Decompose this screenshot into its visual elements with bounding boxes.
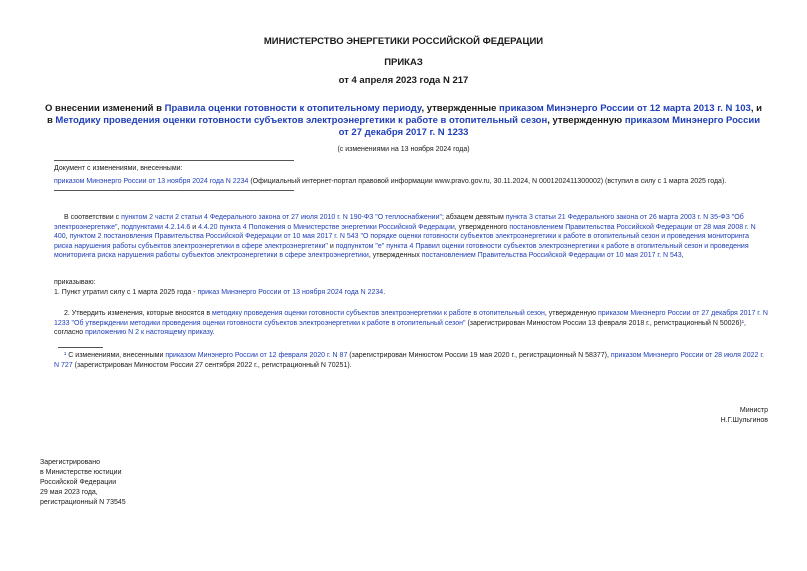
divider xyxy=(54,160,294,161)
text: , согласно xyxy=(54,319,746,336)
footnote xyxy=(54,351,768,370)
link-decree-543-point2[interactable]: пунктом 2 постановления Правительства Российской Федерации от 10 мая 2017 г. N 543 "О порядке оценки готовности субъектов электроэнергетики к работе в отопительный сезон и проведения мониторинга риска нарушения работы субъектов электроэнергетики в сфере электроэнергетики" xyxy=(54,233,749,250)
link-order-103[interactable]: приказом Минэнерго России от 12 марта 2013 г. N 103 xyxy=(499,103,751,114)
registration-line: в Министерстве юстиции xyxy=(40,469,122,476)
title-text: , утвержденные xyxy=(421,103,500,114)
link-order-2234[interactable]: приказом Минэнерго России от 13 ноября 2024 года N 2234 xyxy=(54,178,249,185)
text: . xyxy=(383,289,386,296)
text: , xyxy=(681,252,684,259)
text: , xyxy=(65,233,70,240)
text: , утвержденных xyxy=(368,252,422,259)
registration-line: Российской Федерации xyxy=(40,479,117,486)
link-subpoint-4-2-14-6[interactable]: подпунктами 4.2.14.6 xyxy=(121,223,191,231)
title-text: , и в xyxy=(46,103,762,126)
amending-docs-entry xyxy=(54,177,774,187)
text: (зарегистрирован Минюстом России 13 февраля 2018 г., регистрационный N 50026) xyxy=(465,319,742,327)
text: 1. Пункт утратил силу с 1 марта 2025 года - xyxy=(54,289,198,296)
text: и xyxy=(190,223,199,231)
link-order-1233[interactable]: приказом Минэнерго России от 27 декабря 2017 г. N 1233 xyxy=(338,115,761,138)
footnote-ref[interactable]: ¹ xyxy=(741,319,745,327)
link-decree-400[interactable]: постановлением Правительства Российской Федерации от 28 мая 2008 г. N 400 xyxy=(54,223,756,240)
document-type: ПРИКАЗ xyxy=(384,57,423,68)
signatory-name: Н.Г.Шульгинов xyxy=(720,417,768,424)
link-appendix-2[interactable]: приложению N 2 к настоящему приказу xyxy=(85,329,213,336)
link-methodology[interactable]: методику проведения оценки готовности субъектов электроэнергетики к работе в отопительный сезон xyxy=(212,310,545,317)
amending-docs-caption: Документ с изменениями, внесенными: xyxy=(54,165,183,172)
changes-note: (с изменениями на 13 ноября 2024 года) xyxy=(337,146,470,153)
link-order-727[interactable]: приказом Минэнерго России от 28 июля 2022 г. N 727 xyxy=(54,352,764,369)
link-regulation-ministry[interactable]: 4.4.20 пункта 4 Положения о Министерстве энергетики Российской Федерации xyxy=(198,223,455,231)
link-rules-subpoint-e[interactable]: подпунктом "е" пункта 4 Правил оценки готовности субъектов электроэнергетики к работе в отопительный сезон и проведения мониторинга риска нарушения работы субъектов электроэнергетики в сфере электроэнергетики xyxy=(54,242,749,259)
point-1 xyxy=(54,288,768,298)
footnote-marker[interactable]: ¹ xyxy=(64,352,67,359)
link-law-190fz[interactable]: пунктом 2 части 2 статьи 4 Федерального закона от 27 июля 2010 г. N 190-ФЗ "О теплоснабжении" xyxy=(121,214,442,221)
text: С изменениями, внесенными xyxy=(66,352,166,359)
order-word: приказываю: xyxy=(54,279,96,286)
footnote-divider xyxy=(58,347,103,348)
link-order-1233[interactable]: приказом Минэнерго России от 27 декабря 2017 г. N 1233 "Об утверждении методики проведения оценки готовности субъектов электроэнергетики к работе в отопительный сезон" xyxy=(54,310,768,327)
text: 2. Утвердить изменения, которые вносятся в xyxy=(64,310,212,317)
preamble-paragraph xyxy=(54,213,768,261)
signatory-position: Министр xyxy=(739,407,768,414)
registration-line: Зарегистрировано xyxy=(40,459,100,466)
divider xyxy=(54,190,294,191)
registration-date: 29 мая 2023 года, xyxy=(40,489,98,496)
text: В соответствии с xyxy=(64,214,122,221)
title-text: О внесении изменений в xyxy=(45,103,165,114)
text: и xyxy=(327,242,336,250)
text: (зарегистрирован Минюстом России 27 сентября 2022 г., регистрационный N 70251). xyxy=(72,361,352,369)
text: ; абзацем девятым xyxy=(442,214,506,221)
link-decree-543[interactable]: постановлением Правительства Российской Федерации от 10 мая 2017 г. N 543 xyxy=(421,252,682,259)
amending-docs-source: (Официальный интернет-портал правовой информации www.pravo.gov.ru, 30.11.2024, N 0001202411300002) (вступил в силу с 1 марта 2025 года). xyxy=(248,178,727,185)
text: (зарегистрирован Минюстом России 19 мая 2020 г., регистрационный N 58377), xyxy=(347,352,611,359)
document-date-number: от 4 апреля 2023 года N 217 xyxy=(338,75,469,86)
point-2 xyxy=(54,309,768,338)
text: , xyxy=(117,223,122,231)
link-law-35fz[interactable]: пункта 3 статьи 21 Федерального закона от 26 марта 2003 г. N 35-ФЗ "Об электроэнергетике" xyxy=(54,214,744,231)
text: , утвержденного xyxy=(454,223,510,231)
link-order-87[interactable]: приказом Минэнерго России от 12 февраля 2020 г. N 87 xyxy=(165,352,348,359)
link-heating-rules[interactable]: Правила оценки готовности к отопительному периоду xyxy=(164,103,422,114)
link-methodology[interactable]: Методику проведения оценки готовности субъектов электроэнергетики к работе в отопительный сезон xyxy=(55,115,548,126)
text: , утвержденную xyxy=(544,310,598,317)
title-text: , утвержденную xyxy=(547,115,625,126)
registration-number: регистрационный N 73545 xyxy=(40,499,126,506)
link-order-2234[interactable]: приказ Минэнерго России от 13 ноября 2024 года N 2234 xyxy=(197,289,384,296)
text: . xyxy=(212,329,215,336)
document-title xyxy=(42,103,765,139)
ministry-heading: МИНИСТЕРСТВО ЭНЕРГЕТИКИ РОССИЙСКОЙ ФЕДЕРАЦИИ xyxy=(263,36,544,47)
